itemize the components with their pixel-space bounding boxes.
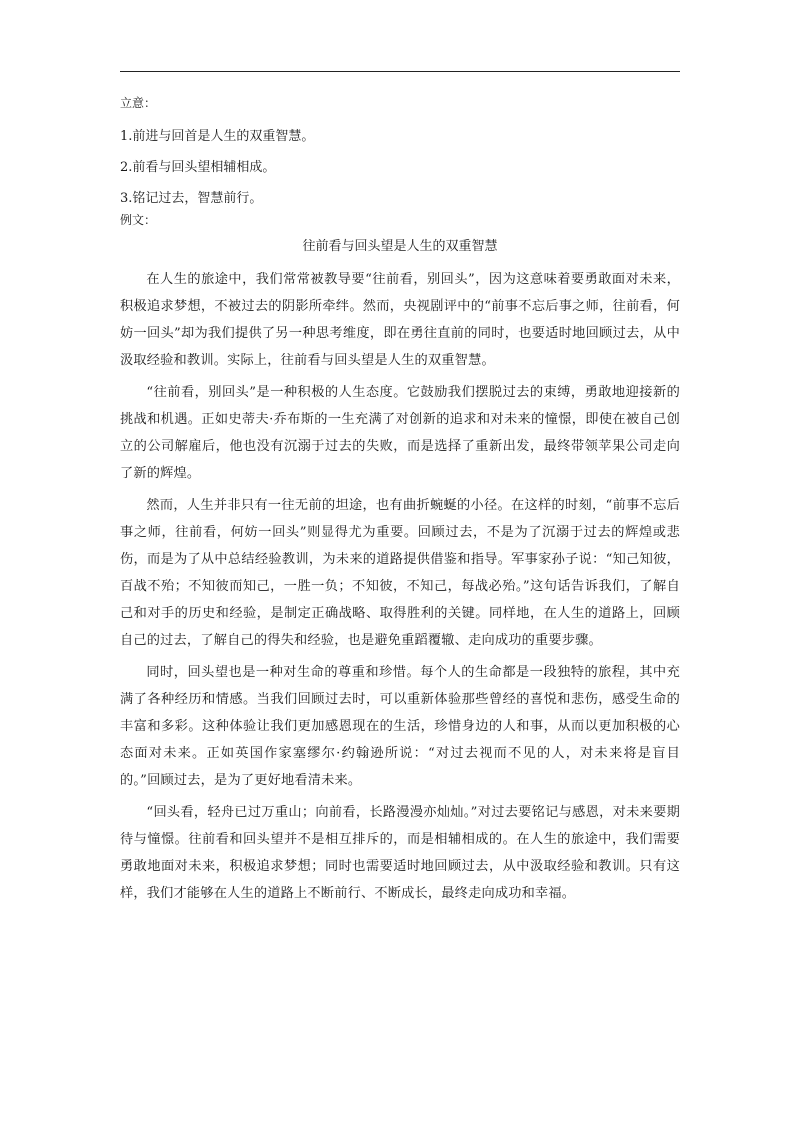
essay-title: 往前看与回头望是人生的双重智慧 [302, 239, 498, 254]
intent-point-2: 2.前看与回头望相辅相成。 [120, 160, 276, 175]
essay-paragraph-2: “往前看，别回头”是一种积极的人生态度。它鼓励我们摆脱过去的束缚，勇敢地迎接新的挑战和机遇。正如史蒂夫·乔布斯的一生充满了对创新的追求和对未来的憧憬，即使在被自己创立的公司解雇后，他也没有沉溺于过去的失败，而是选择了重新出发，最终带领苹果公司走向了新的辉煌。 [120, 385, 680, 481]
essay-paragraph-1: 在人生的旅途中，我们常常被教导要“往前看，别回头”，因为这意味着要勇敢面对未来，积极追求梦想，不被过去的阴影所牵绊。然而，央视剧评中的“前事不忘后事之师，往前看，何妨一回头”却为我们提供了另一种思考维度，即在勇往直前的同时，也要适时地回顾过去，从中汲取经验和教训。实际上，往前看与回头望是人生的双重智慧。 [120, 272, 680, 368]
example-label: 例文： [120, 213, 157, 227]
document-body [120, 95, 680, 912]
essay-paragraph-3: 然而，人生并非只有一往无前的坦途，也有曲折蜿蜒的小径。在这样的时刻，“前事不忘后事之师，往前看，何妨一回头”则显得尤为重要。回顾过去，不是为了沉溺于过去的辉煌或悲伤，而是为了从中总结经验教训，为未来的道路提供借鉴和指导。军事家孙子说：“知己知彼，百战不殆；不知彼而知己，一胜一负；不知彼，不知己，每战必殆。”这句话告诉我们，了解自己和对手的历史和经验，是制定正确战略、取得胜利的关键。同样地，在人生的道路上，回顾自己的过去，了解自己的得失和经验，也是避免重蹈覆辙、走向成功的重要步骤。 [120, 498, 680, 648]
essay-paragraph-5: “回头看，轻舟已过万重山；向前看，长路漫漫亦灿灿。”对过去要铭记与感恩，对未来要期待与憧憬。往前看和回头望并不是相互排斥的，而是相辅相成的。在人生的旅途中，我们需要勇敢地面对未来，积极追求梦想；同时也需要适时地回顾过去，从中汲取经验和教训。只有这样，我们才能够在人生的道路上不断前行、不断成长，最终走向成功和幸福。 [120, 805, 680, 901]
intent-point-1: 1.前进与回首是人生的双重智慧。 [120, 129, 315, 144]
intent-point-3: 3.铭记过去，智慧前行。 [120, 191, 263, 206]
intent-label: 立意： [120, 96, 157, 110]
essay-paragraph-4: 同时，回头望也是一种对生命的尊重和珍惜。每个人的生命都是一段独特的旅程，其中充满了各种经历和情感。当我们回顾过去时，可以重新体验那些曾经的喜悦和悲伤，感受生命的丰富和多彩。这种体验让我们更加感恩现在的生活，珍惜身边的人和事，从而以更加积极的心态面对未来。正如英国作家塞缪尔·约翰逊所说：“对过去视而不见的人，对未来将是盲目的。”回顾过去，是为了更好地看清未来。 [120, 665, 680, 788]
header-rule [120, 71, 680, 72]
